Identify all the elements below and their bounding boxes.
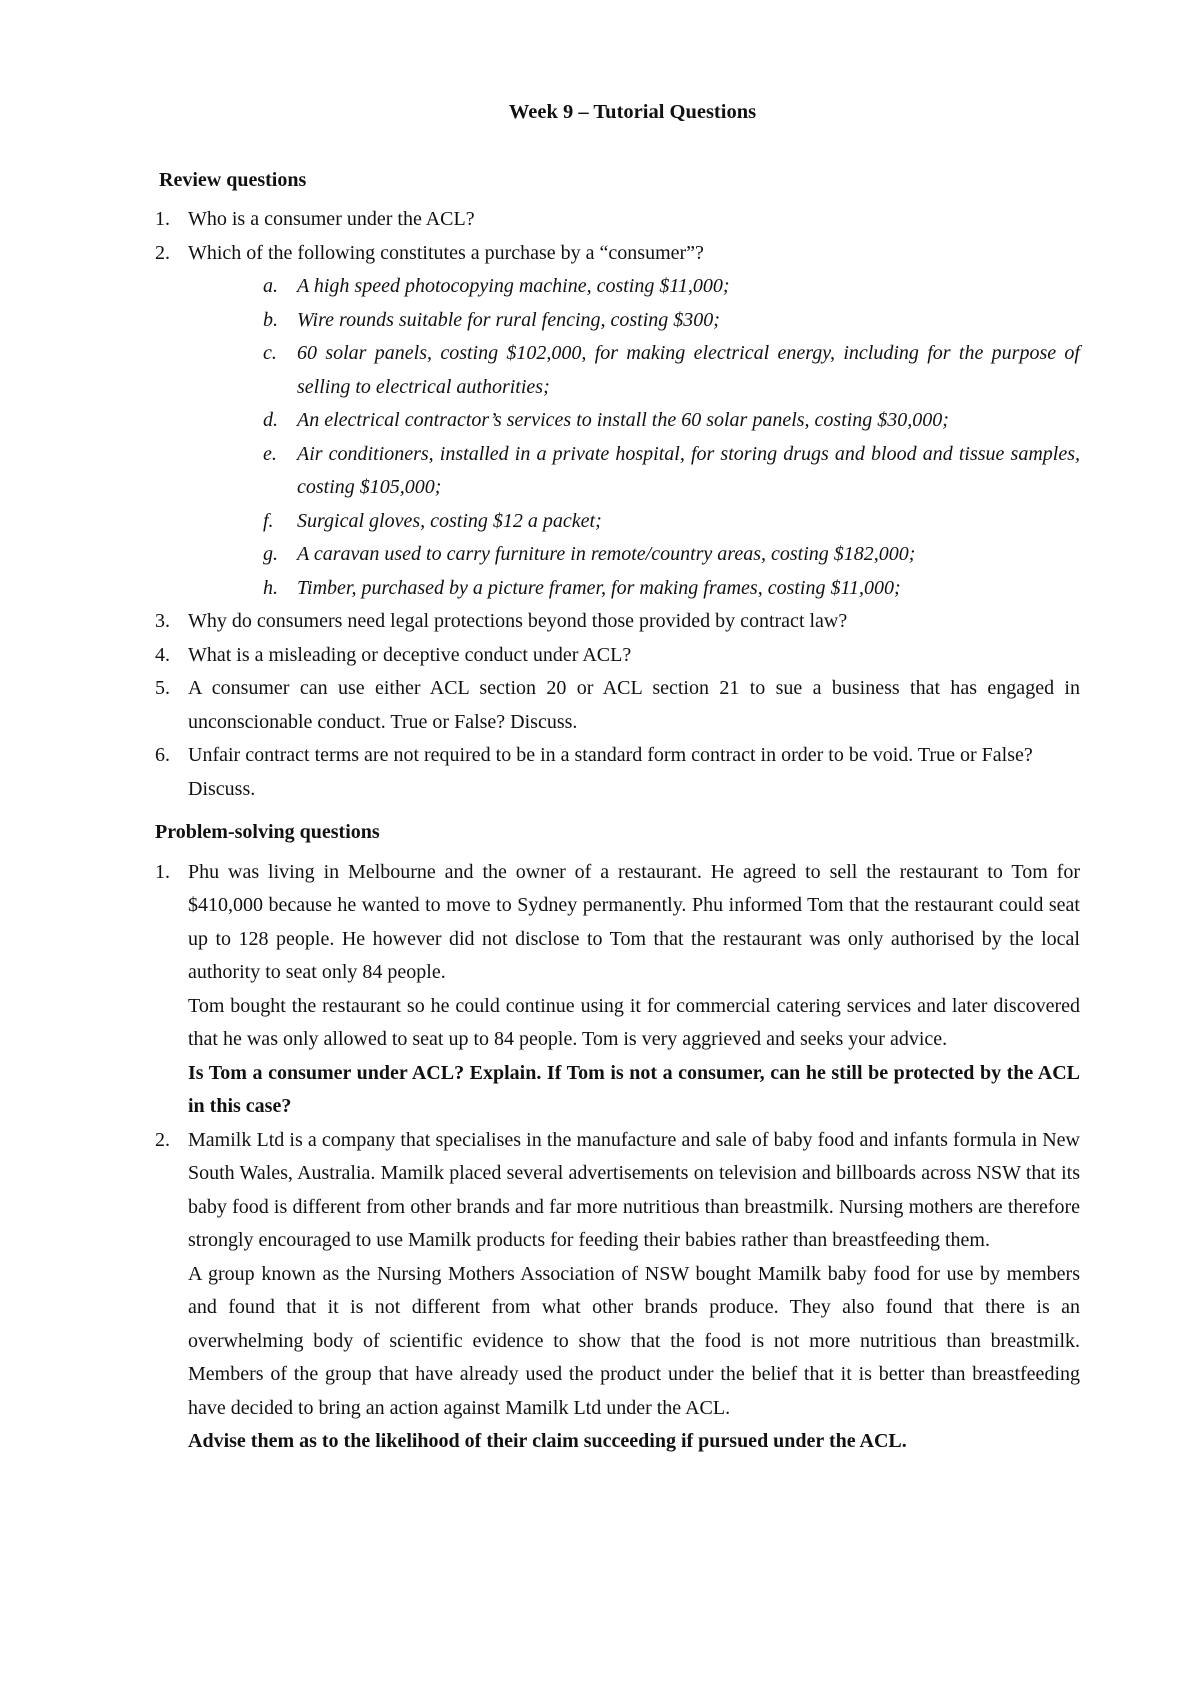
option-g [263,538,1080,572]
option-c [263,337,1080,404]
review-questions-heading: Review questions [159,168,307,191]
option-text: Surgical gloves, costing $12 a packet; [297,509,602,532]
question-number: 5. [155,677,170,699]
option-text: Air conditioners, installed in a private hospital, for storing drugs and blood and tissue samples, costing $105,000; [297,442,1080,498]
problem-questions-list [155,856,1080,1459]
review-question-2 [155,237,1080,606]
problem-question-1 [155,856,1080,1124]
option-text: 60 solar panels, costing $102,000, for making electrical energy, including for the purpose of selling to electrical authorities; [297,342,1080,398]
option-h [263,572,1080,606]
question-text: A consumer can use either ACL section 20 or ACL section 21 to sue a business that has engaged in unconscionable conduct. True or False? Discuss. [188,677,1080,733]
review-question-4 [155,639,1080,673]
problem-paragraph: Phu was living in Melbourne and the owner of a restaurant. He agreed to sell the restaurant to Tom for $410,000 because he wanted to move to Sydney permanently. Phu informed Tom that the restaurant could seat up to 128 people. He however did not disclose to Tom that the restaurant was only authorised by the local authority to seat only 84 people. [188,860,1080,983]
question-number: 3. [155,610,170,632]
question-text: Who is a consumer under the ACL? [188,208,475,230]
review-question-5 [155,672,1080,739]
question-number: 4. [155,643,170,666]
option-letter: f. [263,509,274,532]
option-letter: a. [263,275,278,297]
problem-task: Is Tom a consumer under ACL? Explain. If Tom is not a consumer, can he still be protected by the ACL in this case? [188,1061,1080,1117]
option-e [263,438,1080,505]
option-letter: e. [263,442,277,465]
question-number: 1. [155,208,170,230]
problem-question-2 [155,1124,1080,1459]
problem-paragraph: A group known as the Nursing Mothers Association of NSW bought Mamilk baby food for use by members and found that it is not different from what other brands produce. They also found that there is an overwhelming body of scientific evidence to show that the food is not more nutritious than breastmilk. Members of the group that have already used the product under the belief that it is better than breastfeeding have decided to bring an action against Mamilk Ltd under the ACL. [188,1262,1080,1419]
review-question-6 [155,739,1080,806]
option-text: A caravan used to carry furniture in remote/country areas, costing $182,000; [297,543,916,565]
option-letter: g. [263,543,278,565]
question-number: 1. [155,860,170,883]
question-text: Unfair contract terms are not required to be in a standard form contract in order to be void. True or False? Discuss. [188,744,1033,800]
problem-paragraph: Mamilk Ltd is a company that specialises in the manufacture and sale of baby food and infants formula in New South Wales, Australia. Mamilk placed several advertisements on television and billboards across NSW that its baby food is different from other brands and far more nutritious than breastmilk. Nursing mothers are therefore strongly encouraged to use Mamilk products for feeding their babies rather than breastfeeding them. [188,1128,1080,1251]
purchase-options-list [188,270,1080,605]
review-question-1 [155,203,1080,237]
option-d [263,404,1080,438]
problem-paragraph: Tom bought the restaurant so he could continue using it for commercial catering services and later discovered that he was only allowed to seat up to 84 people. Tom is very aggrieved and seeks your advice. [188,994,1080,1050]
review-question-3 [155,605,1080,639]
question-text: Which of the following constitutes a purchase by a “consumer”? [188,241,704,264]
option-a [263,270,1080,304]
review-questions-list [155,203,1080,806]
problem-task: Advise them as to the likelihood of their claim succeeding if pursued under the ACL. [188,1430,907,1452]
option-letter: c. [263,342,277,364]
option-text: A high speed photocopying machine, costing $11,000; [297,275,730,297]
option-letter: b. [263,308,278,331]
page-title: Week 9 – Tutorial Questions [508,101,757,123]
option-b [263,304,1080,338]
question-number: 2. [155,241,170,264]
question-text: Why do consumers need legal protections beyond those provided by contract law? [188,610,848,632]
option-letter: d. [263,409,278,431]
question-text: What is a misleading or deceptive conduct under ACL? [188,643,632,666]
option-letter: h. [263,576,278,599]
option-text: Timber, purchased by a picture framer, for making frames, costing $11,000; [297,576,901,599]
problem-questions-heading: Problem-solving questions [155,821,380,843]
option-text: Wire rounds suitable for rural fencing, costing $300; [297,308,720,331]
question-number: 6. [155,744,170,766]
option-f [263,505,1080,539]
option-text: An electrical contractor’s services to install the 60 solar panels, costing $30,000; [297,409,949,431]
question-number: 2. [155,1128,170,1151]
